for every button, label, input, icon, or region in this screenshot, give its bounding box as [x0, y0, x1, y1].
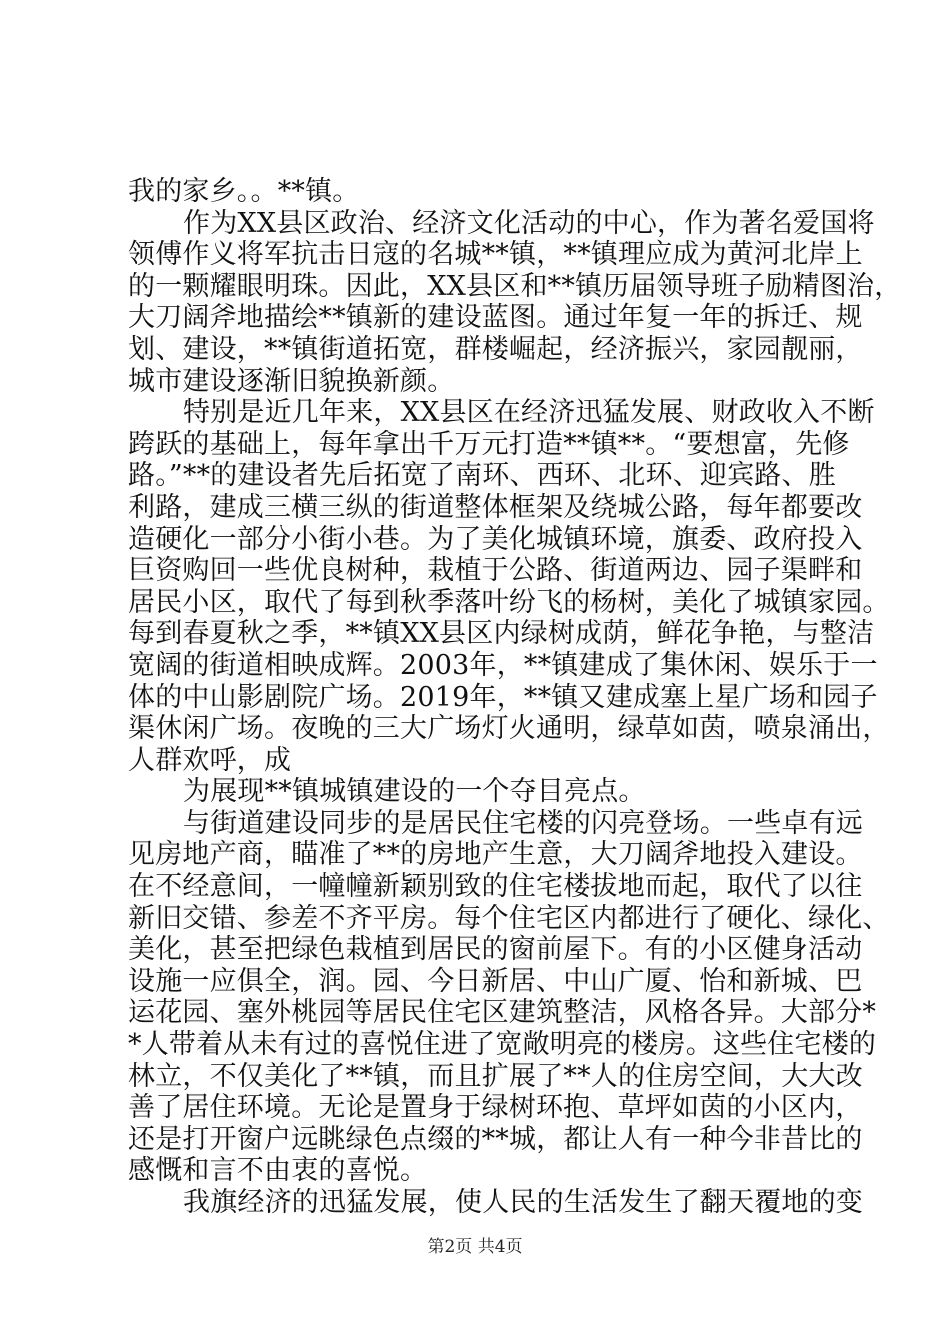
text-line: 为展现**镇城镇建设的一个夺目亮点。	[183, 776, 646, 808]
text-line: 新旧交错、参差不齐平房。每个住宅区内都进行了硬化、绿化、	[128, 902, 890, 934]
text-line: 路。”**的建设者先后拓宽了南环、西环、北环、迎宾路、胜	[128, 460, 836, 492]
document-body	[128, 176, 902, 1219]
text-line: 城市建设逐渐旧貌换新颜。	[128, 365, 455, 397]
text-line: 我旗经济的迅猛发展，使人民的生活发生了翻天覆地的变	[183, 1187, 863, 1218]
text-line: 设施一应俱全，润。园、今日新居、中山广厦、怡和新城、巴	[128, 965, 863, 997]
text-line: 感慨和言不由衷的喜悦。	[128, 1155, 428, 1187]
text-line: 领傅作义将军抗击日寇的名城**镇，**镇理应成为黄河北岸上	[128, 239, 863, 271]
text-line: 渠休闲广场。夜晚的三大广场灯火通明，绿草如茵，喷泉涌出，	[128, 713, 890, 745]
text-line: 还是打开窗户远眺绿色点缀的**城，都让人有一种今非昔比的	[128, 1123, 863, 1155]
text-line: 造硬化一部分小街小巷。为了美化城镇环境，旗委、政府投入	[128, 523, 863, 555]
page-number-label: 第2页 共4页	[427, 1237, 523, 1257]
text-line: 善了居住环境。无论是置身于绿树环抱、草坪如茵的小区内，	[128, 1092, 863, 1124]
text-line: 我的家乡。。**镇。	[128, 176, 360, 207]
page-footer	[0, 1236, 950, 1258]
text-line: 林立，不仅美化了**镇，而且扩展了**人的住房空间，大大改	[128, 1060, 863, 1092]
text-line: 运花园、塞外桃园等居民住宅区建筑整洁，风格各异。大部分*	[128, 997, 877, 1029]
text-line: 巨资购回一些优良树种，栽植于公路、街道两边、园子渠畔和	[128, 555, 863, 587]
text-line: 特别是近几年来，XX县区在经济迅猛发展、财政收入不断	[183, 397, 875, 429]
text-line: 作为XX县区政治、经济文化活动的中心，作为著名爱国将	[183, 207, 875, 239]
text-line: 利路，建成三横三纵的街道整体框架及绕城公路，每年都要改	[128, 491, 863, 523]
text-line: 的一颗耀眼明珠。因此，XX县区和**镇历届领导班子励精图治，	[128, 270, 902, 302]
text-line: 人群欢呼，成	[128, 744, 292, 776]
text-line: 体的中山影剧院广场。2019年，**镇又建成塞上星广场和园子	[128, 681, 878, 713]
text-line: 跨跃的基础上，每年拿出千万元打造**镇**。“要想富，先修	[128, 428, 850, 460]
text-line: 每到春夏秋之季，**镇XX县区内绿树成荫，鲜花争艳，与整洁	[128, 618, 875, 650]
text-line: 居民小区，取代了每到秋季落叶纷飞的杨树，美化了城镇家园。	[128, 586, 890, 618]
text-line: 在不经意间，一幢幢新颖别致的住宅楼拔地而起，取代了以往	[128, 871, 863, 903]
text-line: 见房地产商，瞄准了**的房地产生意，大刀阔斧地投入建设。	[128, 839, 863, 871]
text-line: 与街道建设同步的是居民住宅楼的闪亮登场。一些卓有远	[183, 807, 863, 839]
text-line: 宽阔的街道相映成辉。2003年，**镇建成了集休闲、娱乐于一	[128, 649, 878, 681]
text-line: 大刀阔斧地描绘**镇新的建设蓝图。通过年复一年的拆迁、规	[128, 302, 863, 334]
text-line: 美化，甚至把绿色栽植到居民的窗前屋下。有的小区健身活动	[128, 934, 863, 966]
text-line: 划、建设，**镇街道拓宽，群楼崛起，经济振兴，家园靓丽，	[128, 333, 863, 365]
text-line: *人带着从未有过的喜悦住进了宽敞明亮的楼房。这些住宅楼的	[128, 1029, 877, 1061]
